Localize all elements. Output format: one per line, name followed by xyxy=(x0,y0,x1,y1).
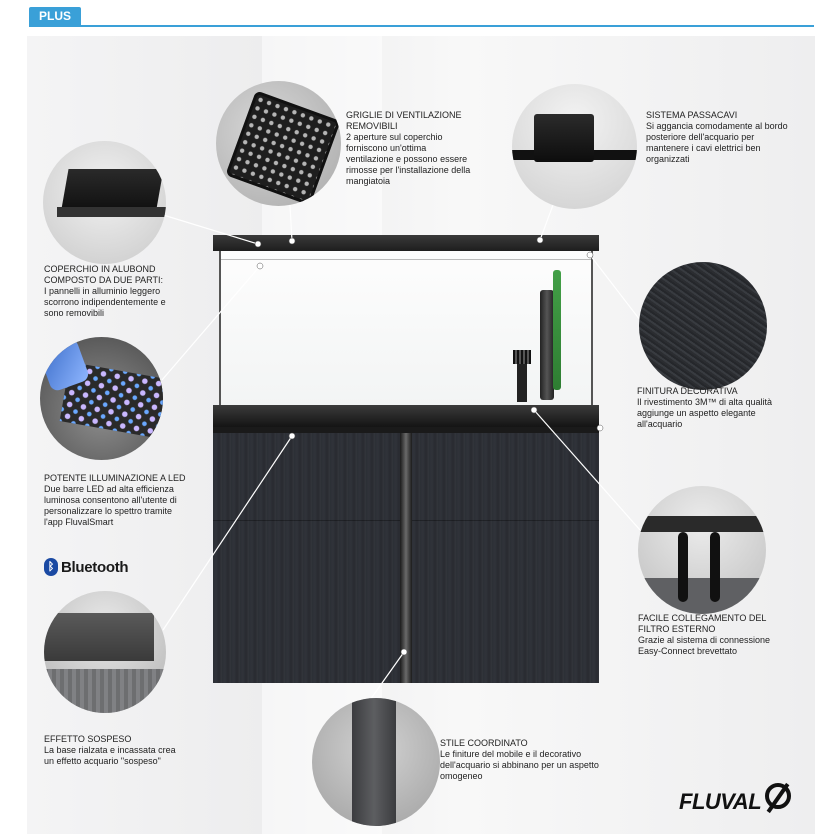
suspend-feature-title: EFFETTO SOSPESO xyxy=(44,734,132,744)
cabinet-column-image xyxy=(312,698,440,826)
heater-indicator xyxy=(553,270,561,390)
cover-feature-title: COPERCHIO IN ALUBOND COMPOSTO DA DUE PARTI: xyxy=(44,264,164,285)
bluetooth-label: Bluetooth xyxy=(61,558,129,576)
aquarium-glass xyxy=(219,251,593,411)
aquarium-lid xyxy=(213,235,599,251)
cover-feature-label xyxy=(44,264,174,319)
finish-feature-text: Il rivestimento 3M™ di alta qualità aggiunge un aspetto elegante all'acquario xyxy=(637,397,773,429)
plus-tab: PLUS xyxy=(29,7,81,26)
cable-feature-text: Si aggancia comodamente al bordo posteriore dell'acquario per mantenere i cavi elettrici ben organizzati xyxy=(646,121,788,164)
raised-base-image xyxy=(44,591,166,713)
led-feature-text: Due barre LED ad alta efficienza luminosa consentono all'utente di personalizzare lo spettro tramite l'app FluvalSmart xyxy=(44,484,177,527)
finish-feature-title: FINITURA DECORATIVA xyxy=(637,386,738,396)
vent-feature-text: 2 aperture sul coperchio forniscono un'ottima ventilazione e possono essere rimosse per l'installazione della mangiatoia xyxy=(346,132,471,186)
style-feature-label xyxy=(440,738,615,782)
finish-texture-image xyxy=(639,262,767,390)
filter-intake-strainer xyxy=(513,350,531,364)
filter-feature-label xyxy=(638,613,788,657)
bluetooth-badge xyxy=(44,558,128,576)
glass-waterline xyxy=(221,259,591,260)
cable-feature-label xyxy=(646,110,796,165)
style-feature-title: STILE COORDINATO xyxy=(440,738,528,748)
top-bar xyxy=(0,0,826,30)
aquarium-cabinet xyxy=(213,427,599,683)
filter-feature-text: Grazie al sistema di connessione Easy-Connect brevettato xyxy=(638,635,771,656)
lid-image xyxy=(43,141,166,264)
filter-connection-image xyxy=(638,486,766,614)
aquarium-base-frame xyxy=(213,405,599,427)
filter-feature-title: FACILE COLLEGAMENTO DEL FILTRO ESTERNO xyxy=(638,613,767,634)
cable-feature-title: SISTEMA PASSACAVI xyxy=(646,110,738,120)
led-feature-title: POTENTE ILLUMINAZIONE A LED xyxy=(44,473,186,483)
bluetooth-icon: ᛒ xyxy=(44,558,58,576)
cabinet-center-column xyxy=(400,433,412,683)
led-light-image xyxy=(40,337,163,460)
style-feature-text: Le finiture del mobile e il decorativo dell'acquario si abbinano per un aspetto omogeneo xyxy=(440,749,599,781)
vent-feature-label xyxy=(346,110,476,187)
heater xyxy=(540,290,554,400)
cover-feature-text: I pannelli in alluminio leggero scorrono indipendentemente e sono removibili xyxy=(44,286,166,318)
cable-management-image xyxy=(512,84,637,209)
suspend-feature-label xyxy=(44,734,184,767)
suspend-feature-text: La base rialzata e incassata crea un effetto acquario "sospeso" xyxy=(44,745,176,766)
led-feature-label xyxy=(44,473,189,528)
vent-feature-title: GRIGLIE DI VENTILAZIONE REMOVIBILI xyxy=(346,110,462,131)
vent-grill-image xyxy=(216,81,341,206)
plus-divider xyxy=(29,25,814,27)
finish-feature-label xyxy=(637,386,787,430)
fluval-logo-icon xyxy=(765,783,791,809)
fluval-logo: FLUVAL xyxy=(679,789,762,814)
